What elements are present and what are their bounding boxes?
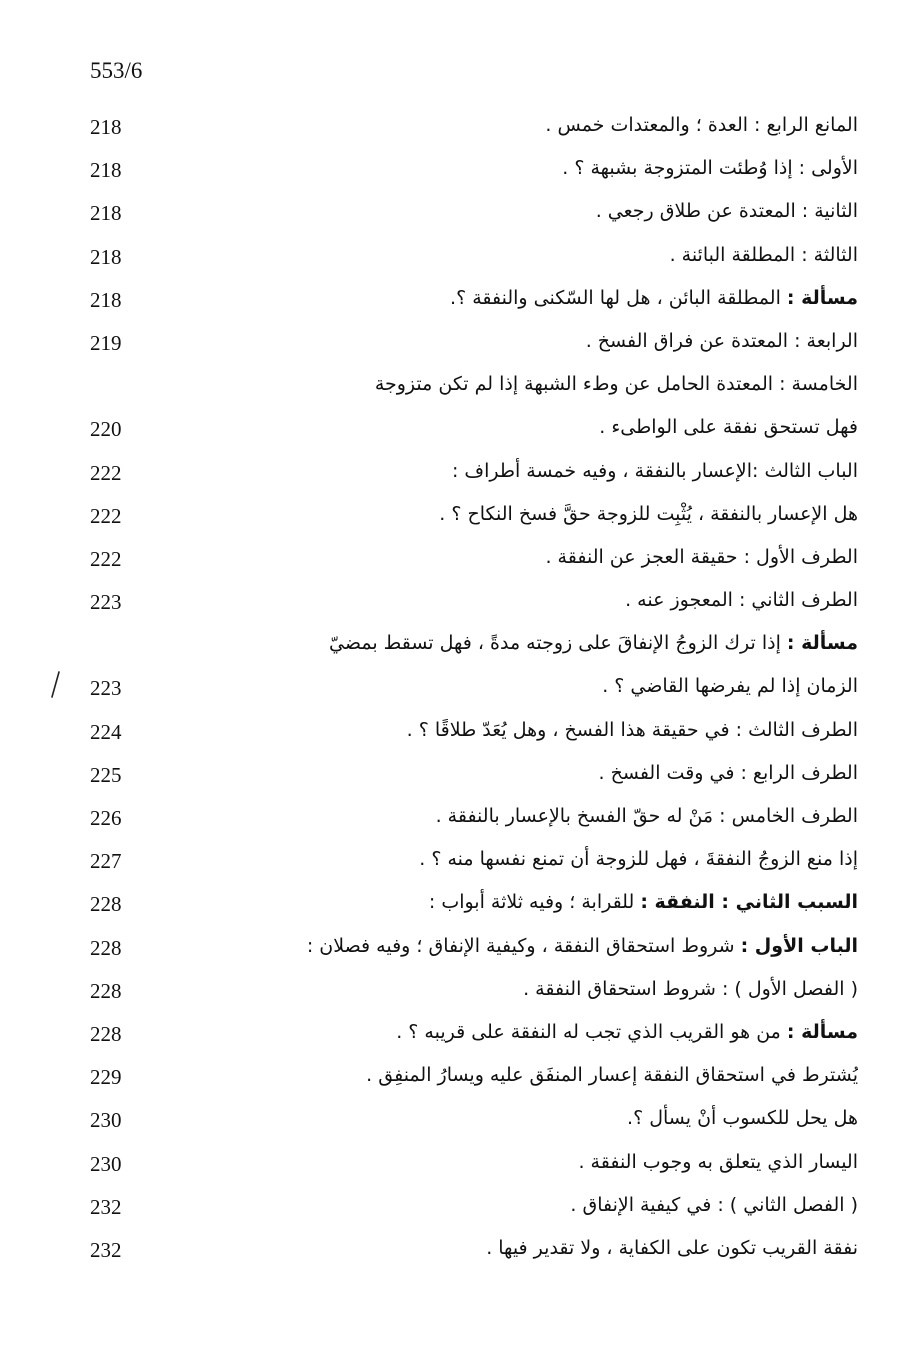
entry-page-number: 226 bbox=[90, 806, 122, 830]
entry-page-number: 219 bbox=[90, 330, 122, 355]
toc-entry bbox=[0, 104, 914, 147]
toc-entry bbox=[0, 622, 914, 665]
entry-page-number: 228 bbox=[90, 1021, 122, 1046]
entry-title: الطرف الرابع : في وقت الفسخ . bbox=[598, 761, 858, 784]
entry-page-number: 229 bbox=[90, 1065, 122, 1090]
entry-page-number: 224 bbox=[90, 719, 122, 744]
toc-entry bbox=[0, 579, 914, 622]
entry-page-number: 227 bbox=[90, 849, 122, 874]
entry-title: فهل تستحق نفقة على الواطىء . bbox=[599, 416, 858, 439]
entry-title: مسألة : من هو القريب الذي تجب له النفقة على قريبه ؟ . bbox=[396, 1020, 858, 1043]
toc-entry bbox=[0, 925, 914, 968]
toc-entry bbox=[0, 1011, 914, 1054]
entry-page-number: 228 bbox=[90, 892, 122, 917]
entry-title: الطرف الثاني : المعجوز عنه . bbox=[625, 589, 858, 612]
entry-title: الخامسة : المعتدة الحامل عن وطء الشبهة إذا لم تكن متزوجة bbox=[374, 373, 858, 396]
entry-title: إذا منع الزوجُ النفقةَ ، فهل للزوجة أن تمنع نفسها منه ؟ . bbox=[419, 848, 858, 871]
toc-entry bbox=[0, 1097, 914, 1140]
toc-entry bbox=[0, 968, 914, 1011]
entry-page-number: 222 bbox=[90, 503, 122, 528]
entry-page-number: 218 bbox=[90, 287, 122, 312]
toc-entry bbox=[0, 406, 914, 449]
page-number: 553/6 bbox=[90, 58, 143, 83]
entry-title: الزمان إذا لم يفرضها القاضي ؟ . bbox=[602, 675, 858, 698]
table-of-contents bbox=[0, 104, 914, 1270]
entry-page-number: 232 bbox=[90, 1194, 122, 1219]
toc-entry bbox=[0, 1054, 914, 1097]
toc-entry bbox=[0, 1227, 914, 1270]
toc-entry bbox=[0, 450, 914, 493]
toc-entry bbox=[0, 1141, 914, 1184]
entry-page-number: 220 bbox=[90, 417, 122, 442]
entry-title: الباب الثالث :الإعسار بالنفقة ، وفيه خمسة أطراف : bbox=[451, 459, 858, 482]
entry-page-number: 228 bbox=[90, 978, 122, 1003]
toc-entry bbox=[0, 277, 914, 320]
toc-entry bbox=[0, 493, 914, 536]
toc-entry bbox=[0, 190, 914, 233]
entry-page-number: 218 bbox=[90, 244, 122, 269]
entry-title: ( الفصل الأول ) : شروط استحقاق النفقة . bbox=[523, 977, 858, 1000]
entry-title: الثانية : المعتدة عن طلاق رجعي . bbox=[595, 200, 858, 223]
entry-title: المانع الرابع : العدة ؛ والمعتدات خمس . bbox=[545, 114, 858, 136]
entry-page-number: 228 bbox=[90, 935, 122, 960]
entry-page-number: 222 bbox=[90, 546, 122, 571]
entry-page-number: 218 bbox=[90, 158, 122, 183]
entry-title: يُشترط في استحقاق النفقة إعسار المنفَق عليه ويسارُ المنفِق . bbox=[366, 1064, 858, 1087]
entry-title: الرابعة : المعتدة عن فراق الفسخ . bbox=[585, 329, 858, 352]
entry-page-number: 218 bbox=[90, 115, 122, 139]
entry-title: الطرف الخامس : مَنْ له حقّ الفسخ بالإعسار بالنفقة . bbox=[435, 805, 858, 827]
entry-title: مسألة : المطلقة البائن ، هل لها السّكنى والنفقة ؟. bbox=[450, 286, 858, 309]
toc-entry bbox=[0, 881, 914, 924]
toc-entry bbox=[0, 795, 914, 838]
toc-entry bbox=[0, 752, 914, 795]
entry-page-number: 225 bbox=[90, 762, 122, 787]
entry-page-number: 223 bbox=[90, 676, 122, 701]
toc-entry bbox=[0, 838, 914, 881]
entry-page-number: 230 bbox=[90, 1151, 122, 1176]
toc-entry bbox=[0, 709, 914, 752]
entry-page-number: 223 bbox=[90, 590, 122, 615]
toc-entry bbox=[0, 320, 914, 363]
entry-title: الطرف الثالث : في حقيقة هذا الفسخ ، وهل يُعَدّ طلاقًا ؟ . bbox=[406, 718, 858, 741]
toc-entry bbox=[0, 147, 914, 190]
entry-page-number: 232 bbox=[90, 1237, 122, 1262]
toc-entry bbox=[0, 665, 914, 708]
entry-title: هل يحل للكسوب أنْ يسأل ؟. bbox=[627, 1107, 858, 1130]
entry-page-number: 222 bbox=[90, 460, 122, 485]
entry-page-number: 218 bbox=[90, 201, 122, 226]
entry-title: اليسار الذي يتعلق به وجوب النفقة . bbox=[578, 1150, 858, 1173]
entry-page-number: 230 bbox=[90, 1108, 122, 1133]
toc-entry bbox=[0, 1184, 914, 1227]
entry-title: الأولى : إذا وُطئت المتزوجة بشبهة ؟ . bbox=[562, 157, 858, 180]
entry-title: الباب الأول : شروط استحقاق النفقة ، وكيفية الإنفاق ؛ وفيه فصلان : bbox=[306, 934, 858, 957]
toc-entry bbox=[0, 363, 914, 406]
entry-title: نفقة القريب تكون على الكفاية ، ولا تقدير فيها . bbox=[486, 1236, 858, 1259]
toc-entry bbox=[0, 234, 914, 277]
entry-title: السبب الثاني : النفقة : للقرابة ؛ وفيه ثلاثة أبواب : bbox=[428, 891, 858, 914]
handwritten-margin-mark bbox=[48, 670, 62, 700]
entry-title: الثالثة : المطلقة البائنة . bbox=[669, 243, 858, 266]
entry-title: ( الفصل الثاني ) : في كيفية الإنفاق . bbox=[570, 1193, 858, 1216]
toc-entry bbox=[0, 536, 914, 579]
entry-title: الطرف الأول : حقيقة العجز عن النفقة . bbox=[545, 545, 858, 568]
entry-title: مسألة : إذا ترك الزوجُ الإنفاقَ على زوجته مدةً ، فهل تسقط بمضيّ bbox=[329, 632, 858, 655]
entry-title: هل الإعسار بالنفقة ، يُثْبِت للزوجة حقَّ فسخ النكاح ؟ . bbox=[439, 502, 858, 525]
